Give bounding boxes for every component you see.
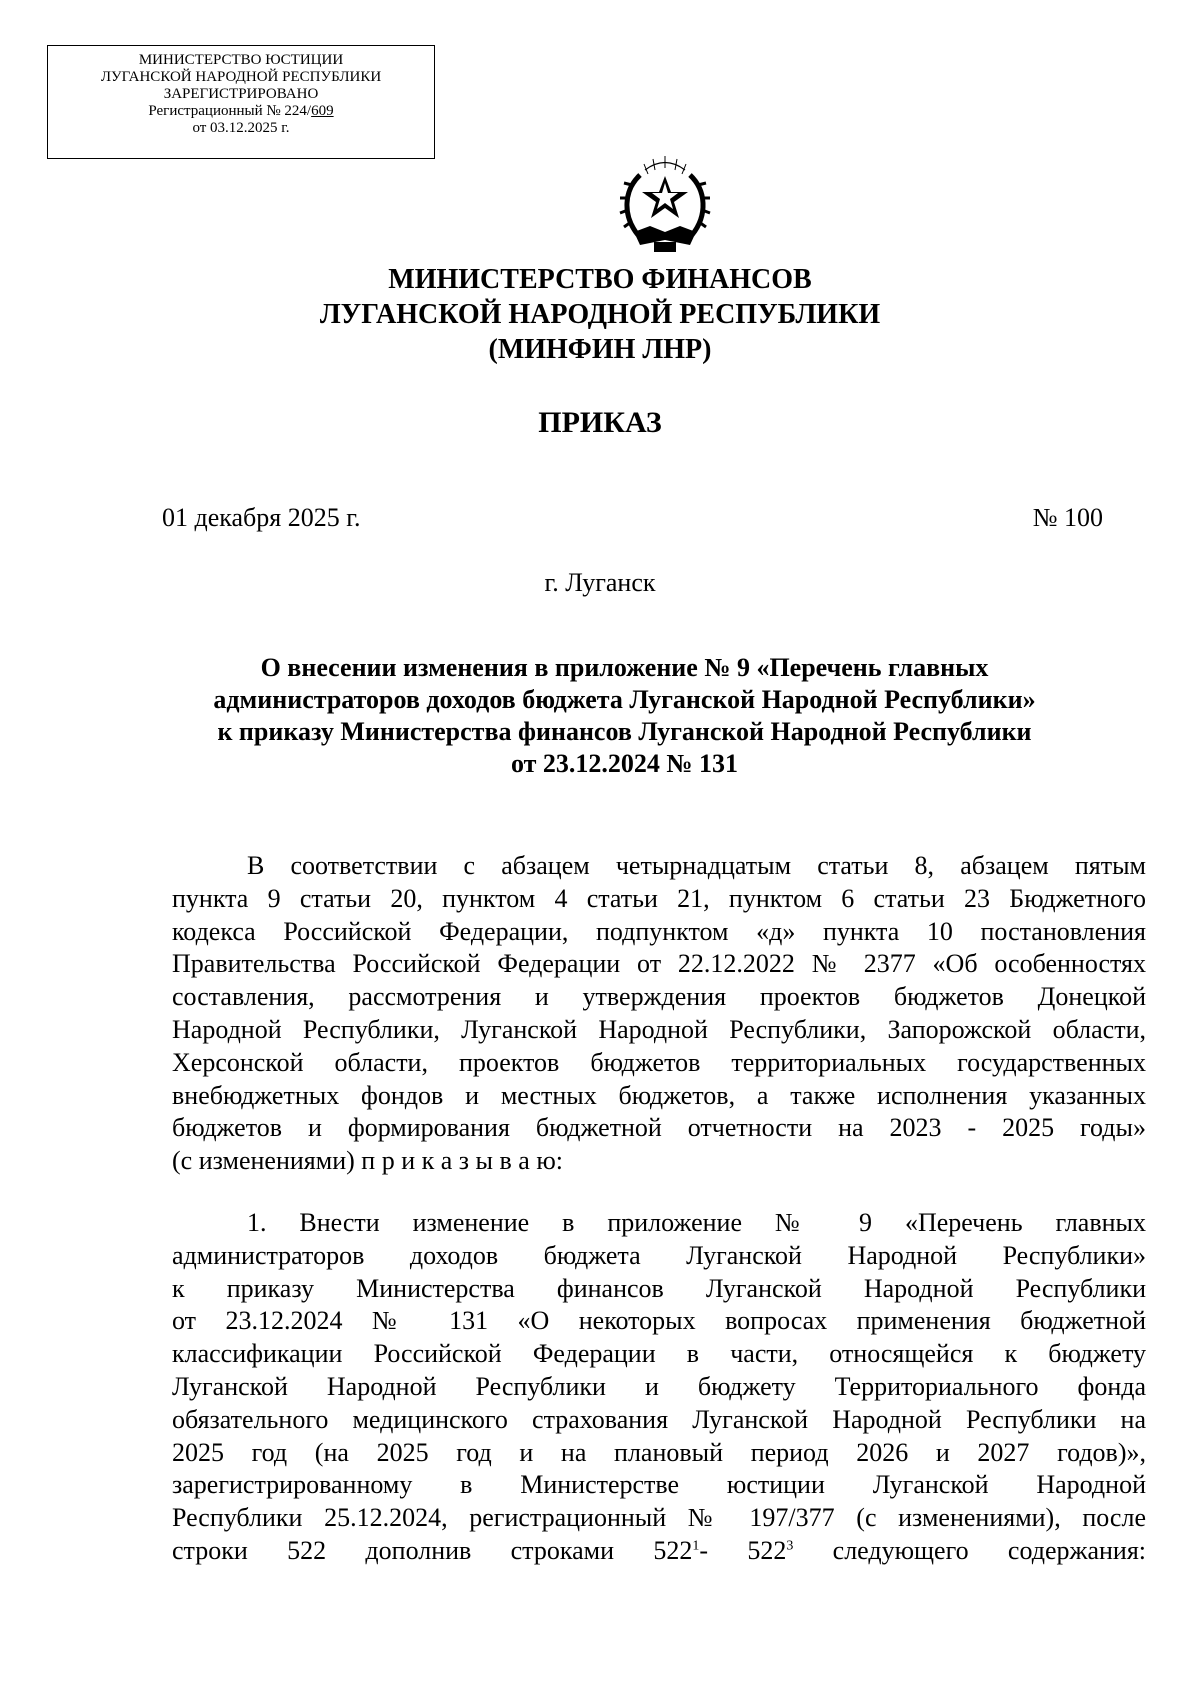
stamp-reg-number bbox=[48, 103, 434, 120]
subject-line-4: от 23.12.2024 № 131 bbox=[510, 749, 739, 778]
paragraph-line: классификации Российской Федерации в части, относящейся к бюджету bbox=[172, 1339, 1146, 1369]
last-line-part-2: - 522 bbox=[699, 1535, 787, 1565]
last-line-part-1: строки 522 дополнив строками 522 bbox=[172, 1535, 693, 1565]
paragraph-line: (с изменениями) п р и к а з ы в а ю: bbox=[172, 1146, 563, 1176]
stamp-date: от 03.12.2025 г. bbox=[192, 120, 290, 136]
paragraph-line: В соответствии с абзацем четырнадцатым статьи 8, абзацем пятым bbox=[247, 851, 1146, 880]
document-date: 01 декабря 2025 г. bbox=[162, 503, 361, 532]
paragraph-line: 2025 год (на 2025 год и на плановый период 2026 и 2027 годов)», bbox=[172, 1437, 1146, 1467]
paragraph-last-line bbox=[172, 1535, 1146, 1568]
paragraph-line: администраторов доходов бюджета Луганской Народной Республики» bbox=[172, 1240, 1146, 1270]
stamp-reg-prefix: Регистрационный № 224/ bbox=[148, 103, 312, 119]
registration-stamp bbox=[47, 45, 435, 159]
paragraph-line: к приказу Министерства финансов Луганской Народной Республики bbox=[172, 1273, 1146, 1303]
paragraph-line: Херсонской области, проектов бюджетов территориальных государственных bbox=[172, 1047, 1146, 1077]
paragraph-line: зарегистрированному в Министерстве юстиции Луганской Народной bbox=[172, 1470, 1146, 1500]
subject-line-3: к приказу Министерства финансов Луганской Народной Республики bbox=[217, 717, 1032, 746]
subject-line-1: О внесении изменения в приложение № 9 «Перечень главных bbox=[260, 653, 989, 682]
preamble-paragraph bbox=[172, 850, 1146, 1178]
superscript-3: 3 bbox=[786, 1538, 794, 1554]
paragraph-line: бюджетов и формирования бюджетной отчетности на 2023 - 2025 годы» bbox=[172, 1113, 1146, 1143]
paragraph-line: Народной Республики, Луганской Народной Республики, Запорожской области, bbox=[172, 1014, 1146, 1044]
paragraph-line: от 23.12.2024 № 131 «О некоторых вопросах применения бюджетной bbox=[172, 1306, 1146, 1336]
last-line-part-3: следующего содержания: bbox=[793, 1535, 1146, 1565]
coat-of-arms-icon bbox=[610, 150, 720, 260]
ministry-heading bbox=[0, 262, 1200, 367]
paragraph-line: внебюджетных фондов и местных бюджетов, а также исполнения указанных bbox=[172, 1080, 1146, 1110]
paragraph-line: кодекса Российской Федерации, подпунктом «д» пункта 10 постановления bbox=[172, 916, 1146, 946]
paragraph-line: Республики 25.12.2024, регистрационный № 197/377 (с изменениями), после bbox=[172, 1503, 1146, 1533]
paragraph-line: Луганской Народной Республики и бюджету Территориального фонда bbox=[172, 1371, 1146, 1401]
stamp-line-1: МИНИСТЕРСТВО ЮСТИЦИИ bbox=[138, 52, 344, 68]
document-type: ПРИКАЗ bbox=[538, 406, 662, 439]
paragraph-line: Правительства Российской Федерации от 22.12.2022 № 2377 «Об особенностях bbox=[172, 949, 1146, 979]
document-number: № 100 bbox=[1032, 503, 1103, 532]
ministry-line-3: (МИНФИН ЛНР) bbox=[488, 334, 712, 365]
document-city: г. Луганск bbox=[544, 568, 656, 597]
superscript-1: 1 bbox=[692, 1538, 700, 1554]
subject-line-2: администраторов доходов бюджета Луганской Народной Республики» bbox=[213, 685, 1036, 714]
ministry-line-2: ЛУГАНСКОЙ НАРОДНОЙ РЕСПУБЛИКИ bbox=[319, 299, 881, 330]
document-subject bbox=[162, 652, 1087, 780]
stamp-line-3: ЗАРЕГИСТРИРОВАНО bbox=[163, 86, 319, 102]
item-1-paragraph bbox=[172, 1207, 1146, 1568]
stamp-line-2: ЛУГАНСКОЙ НАРОДНОЙ РЕСПУБЛИКИ bbox=[100, 69, 382, 85]
ministry-line-1: МИНИСТЕРСТВО ФИНАНСОВ bbox=[388, 264, 812, 295]
paragraph-line: пункта 9 статьи 20, пунктом 4 статьи 21, пунктом 6 статьи 23 Бюджетного bbox=[172, 883, 1146, 913]
stamp-reg-suffix: 609 bbox=[311, 103, 334, 119]
paragraph-line: 1. Внести изменение в приложение № 9 «Перечень главных bbox=[247, 1208, 1146, 1237]
paragraph-line: составления, рассмотрения и утверждения проектов бюджетов Донецкой bbox=[172, 982, 1146, 1012]
paragraph-line: обязательного медицинского страхования Луганской Народной Республики на bbox=[172, 1404, 1146, 1434]
